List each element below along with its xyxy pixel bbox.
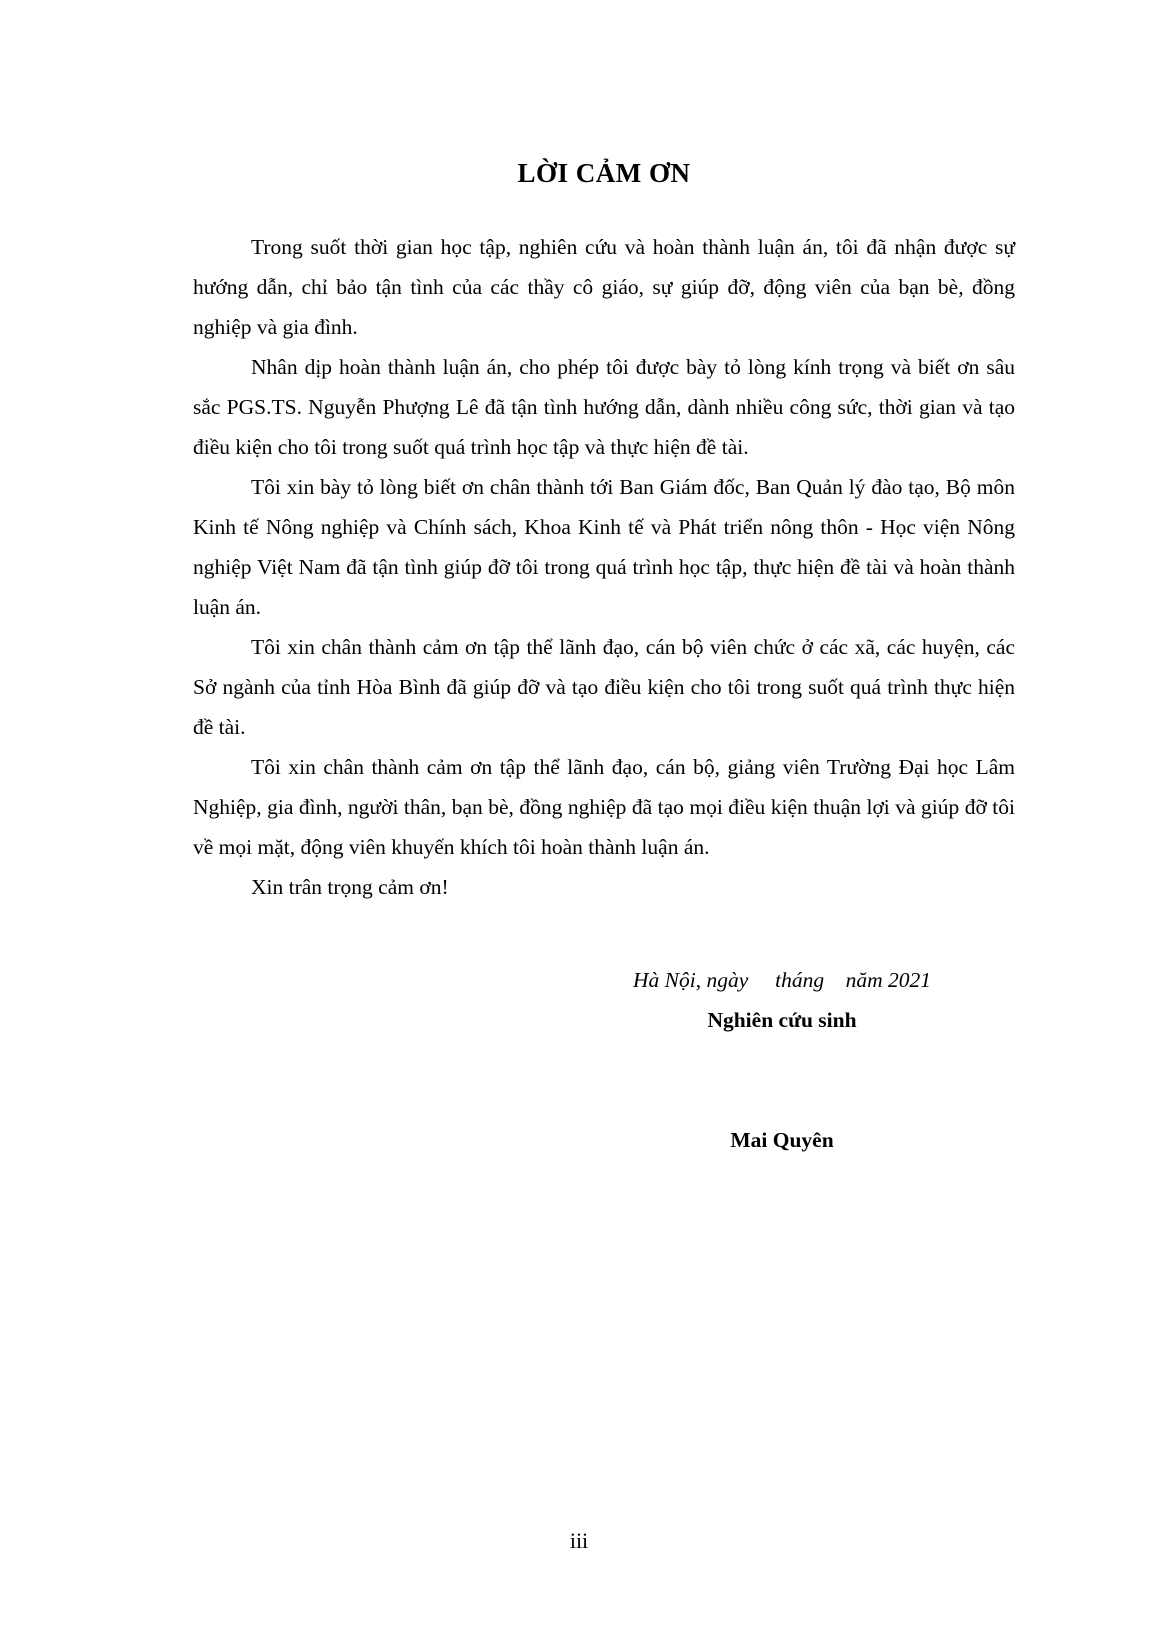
- paragraph: Tôi xin chân thành cảm ơn tập thể lãnh đạo, cán bộ, giảng viên Trường Đại học Lâm Nghiệp, gia đình, người thân, bạn bè, đồng nghiệp đã tạo mọi điều kiện thuận lợi và giúp đỡ tôi về mọi mặt, động viên khuyến khích tôi hoàn thành luận án.: [193, 755, 1015, 859]
- paragraph: Nhân dịp hoàn thành luận án, cho phép tôi được bày tỏ lòng kính trọng và biết ơn sâu sắc PGS.TS. Nguyễn Phượng Lê đã tận tình hướng dẫn, dành nhiều công sức, thời gian và tạo điều kiện cho tôi trong suốt quá trình học tập và thực hiện đề tài.: [193, 355, 1015, 459]
- signature-block: [562, 960, 1002, 1160]
- page-number: iii: [569, 1528, 589, 1553]
- date-line: Hà Nội, ngày tháng năm 2021: [632, 968, 931, 992]
- page-title: LỜI CẢM ƠN: [517, 158, 691, 188]
- paragraph: Trong suốt thời gian học tập, nghiên cứu và hoàn thành luận án, tôi đã nhận được sự hướng dẫn, chỉ bảo tận tình của các thầy cô giáo, sự giúp đỡ, động viên của bạn bè, đồng nghiệp và gia đình.: [193, 235, 1015, 339]
- paragraph: Tôi xin bày tỏ lòng biết ơn chân thành tới Ban Giám đốc, Ban Quản lý đào tạo, Bộ môn Kinh tế Nông nghiệp và Chính sách, Khoa Kinh tế và Phát triển nông thôn - Học viện Nông nghiệp Việt Nam đã tận tình giúp đỡ tôi trong quá trình học tập, thực hiện đề tài và hoàn thành luận án.: [193, 475, 1015, 619]
- closing-line: Xin trân trọng cảm ơn!: [251, 875, 449, 899]
- document-body: [193, 227, 1015, 1160]
- signature-role: Nghiên cứu sinh: [707, 1008, 857, 1032]
- paragraph: Tôi xin chân thành cảm ơn tập thể lãnh đạo, cán bộ viên chức ở các xã, các huyện, các Sở ngành của tỉnh Hòa Bình đã giúp đỡ và tạo điều kiện cho tôi trong suốt quá trình thực hiện đề tài.: [193, 635, 1015, 739]
- signature-name: Mai Quyên: [730, 1128, 834, 1152]
